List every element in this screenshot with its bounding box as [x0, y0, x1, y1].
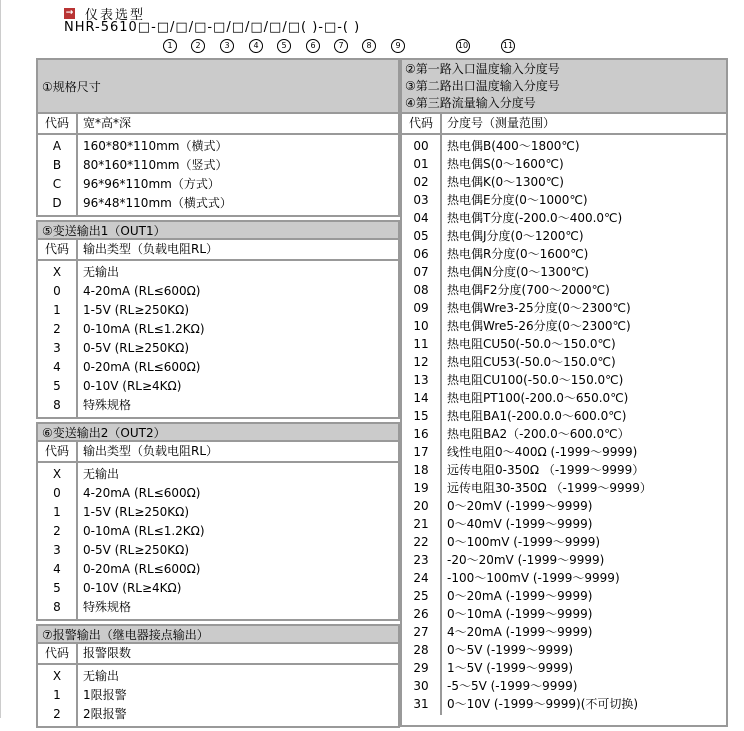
table-row-code: 17	[413, 445, 429, 459]
table-row-code: 30	[413, 679, 429, 693]
position-marker: 11	[501, 39, 515, 53]
arrow-bullet-icon: →	[65, 8, 74, 18]
table-row-value: 96*96*110mm（方式）	[83, 177, 220, 191]
table-row-value: 0-20mA (RL≤600Ω)	[83, 562, 201, 576]
table-row-code: 15	[413, 409, 429, 423]
table-row-value: 1～5V (-1999～9999)	[447, 661, 574, 675]
table-row-value: 热电偶K(0～1300℃)	[447, 175, 564, 189]
table-section	[36, 624, 400, 728]
table-row-code: B	[52, 158, 62, 172]
code-values-column	[38, 463, 78, 619]
table-row-value: 4-20mA (RL≤600Ω)	[83, 486, 201, 500]
table-row-value: 1-5V (RL≥250KΩ)	[83, 505, 190, 519]
data-box	[36, 259, 400, 419]
table-row-value: 0～100mV (-1999～9999)	[447, 535, 601, 549]
table-row-code: 04	[413, 211, 429, 225]
data-box	[400, 133, 728, 727]
table-section	[36, 220, 400, 419]
position-marker: 6	[306, 39, 320, 53]
table-row-code: 11	[413, 337, 429, 351]
table-row-value: 热电偶S(0～1600℃)	[447, 157, 564, 171]
table-row-code: 28	[413, 643, 429, 657]
table-row-code: 07	[413, 265, 429, 279]
table-section	[36, 422, 400, 621]
table-row-code: 0	[53, 486, 61, 500]
position-marker: 3	[220, 39, 234, 53]
table-row-code: 01	[413, 157, 429, 171]
table-row-code: X	[52, 467, 62, 481]
table-row-value: 80*160*110mm（竖式）	[83, 158, 228, 172]
position-marker: 5	[277, 39, 291, 53]
table-row-code: D	[52, 196, 62, 210]
table-row-value: 热电偶E分度(0～1000℃)	[447, 193, 588, 207]
table-row-code: 21	[413, 517, 429, 531]
table-row-value: 0-10V (RL≥4KΩ)	[83, 581, 182, 595]
table-row-value: 0～20mA (-1999～9999)	[447, 589, 593, 603]
table-row-value: 160*80*110mm（横式）	[83, 139, 228, 153]
table-row-value: 无输出	[83, 669, 120, 683]
table-row-code: 22	[413, 535, 429, 549]
table-row-value: 0～10mA (-1999～9999)	[447, 607, 593, 621]
code-values-column	[38, 665, 78, 726]
table-row-value: 热电阻CU50(-50.0～150.0℃)	[447, 337, 616, 351]
table-row-value: 96*48*110mm（横式式）	[83, 196, 232, 210]
position-marker: 2	[191, 39, 205, 53]
table-row-value: 无输出	[83, 265, 120, 279]
position-marker: 8	[362, 39, 376, 53]
table-row-code: 4	[53, 562, 61, 576]
label-values-column	[442, 135, 726, 715]
table-row-value: 热电阻CU100(-50.0～150.0℃)	[447, 373, 624, 387]
table-row-value: 0-10V (RL≥4KΩ)	[83, 379, 182, 393]
table-row-code: 03	[413, 193, 429, 207]
column-header-row	[36, 642, 400, 665]
table-row-value: 特殊规格	[83, 600, 132, 614]
table-row-value: -100～100mV (-1999～9999)	[447, 571, 620, 585]
section-header-line: ②第一路入口温度输入分度号	[405, 61, 560, 76]
table-row-value: 远传电阻0-350Ω （-1999～9999）	[447, 463, 645, 477]
table-row-value: 热电偶N分度(0～1300℃)	[447, 265, 589, 279]
table-row-value: 热电偶F2分度(700～2000℃)	[447, 283, 610, 297]
table-row-code: 31	[413, 697, 429, 711]
table-row-code: 10	[413, 319, 429, 333]
label-column-header: 输出类型（负载电阻RL）	[83, 242, 219, 256]
table-row-code: 2	[53, 707, 61, 721]
table-row-code: 0	[53, 284, 61, 298]
table-row-code: X	[52, 265, 62, 279]
table-section	[36, 58, 400, 217]
position-marker: 9	[391, 39, 405, 53]
position-marker: 10	[456, 39, 470, 53]
data-box	[36, 461, 400, 621]
table-row-code: 00	[413, 139, 429, 153]
code-values-column	[38, 135, 78, 215]
section-header-line: ③第二路出口温度输入分度号	[405, 78, 560, 93]
table-row-code: X	[52, 669, 62, 683]
label-column-header: 输出类型（负载电阻RL）	[83, 444, 219, 458]
table-row-value: 远传电阻30-350Ω （-1999～9999）	[447, 481, 652, 495]
table-row-value: 0～20mV (-1999～9999)	[447, 499, 593, 513]
position-marker: 1	[163, 39, 177, 53]
section-header: ⑦报警输出（继电器接点输出）	[36, 624, 400, 644]
page-title: 仪表选型	[85, 8, 146, 23]
label-column-header: 宽*高*深	[83, 116, 132, 130]
column-header-row	[36, 238, 400, 261]
table-row-code: 29	[413, 661, 429, 675]
table-row-code: 8	[53, 398, 61, 412]
code-column-header: 代码	[38, 442, 78, 461]
selection-tables	[36, 58, 728, 731]
label-values-column	[78, 261, 398, 417]
model-code-line: NHR-5610□-□/□/□-□/□/□/□/□( )-□-( )	[64, 20, 361, 35]
table-row-value: -5～5V (-1999～9999)	[447, 679, 578, 693]
table-row-code: 24	[413, 571, 429, 585]
left-table-column	[36, 58, 400, 731]
table-row-value: 1-5V (RL≥250KΩ)	[83, 303, 190, 317]
position-marker: 4	[249, 39, 263, 53]
table-row-value: 热电偶B(400～1800℃)	[447, 139, 580, 153]
table-row-value: 热电偶J分度(0～1200℃)	[447, 229, 584, 243]
table-row-value: 热电阻CU53(-50.0～150.0℃)	[447, 355, 616, 369]
table-section	[400, 58, 728, 727]
table-row-code: 13	[413, 373, 429, 387]
table-row-code: 16	[413, 427, 429, 441]
table-row-code: 3	[53, 341, 61, 355]
column-header-row	[400, 112, 728, 135]
table-row-code: C	[52, 177, 62, 191]
right-table-column	[400, 58, 728, 730]
table-row-code: 2	[53, 524, 61, 538]
code-values-column	[402, 135, 442, 715]
section-header: ⑤变送输出1（OUT1）	[36, 220, 400, 240]
code-column-header: 代码	[38, 644, 78, 663]
table-row-code: 1	[53, 505, 61, 519]
table-row-value: 0-5V (RL≥250KΩ)	[83, 341, 190, 355]
table-row-code: 2	[53, 322, 61, 336]
section-header-line: ④第三路流量输入分度号	[405, 95, 536, 110]
table-row-code: 19	[413, 481, 429, 495]
label-values-column	[78, 463, 398, 619]
column-header-row	[36, 112, 400, 135]
table-row-value: 热电偶T分度(-200.0～400.0℃)	[447, 211, 623, 225]
table-row-value: 0-20mA (RL≤600Ω)	[83, 360, 201, 374]
position-marker-row	[1, 39, 744, 54]
data-box	[36, 663, 400, 728]
table-row-code: 1	[53, 303, 61, 317]
table-row-value: 热电偶Wre5-26分度(0～2300℃)	[447, 319, 631, 333]
table-row-value: 4-20mA (RL≤600Ω)	[83, 284, 201, 298]
code-values-column	[38, 261, 78, 417]
table-row-value: 0～5V (-1999～9999)	[447, 643, 574, 657]
table-row-code: 05	[413, 229, 429, 243]
table-row-code: 20	[413, 499, 429, 513]
label-column-header: 分度号（测量范围）	[447, 116, 556, 130]
table-row-value: 0-10mA (RL≤1.2KΩ)	[83, 322, 205, 336]
table-row-code: 5	[53, 379, 61, 393]
table-row-code: 25	[413, 589, 429, 603]
code-column-header: 代码	[402, 114, 442, 133]
table-row-value: 4～20mA (-1999～9999)	[447, 625, 593, 639]
table-row-code: 3	[53, 543, 61, 557]
table-row-code: 27	[413, 625, 429, 639]
table-row-value: 2限报警	[83, 707, 127, 721]
table-row-code: 4	[53, 360, 61, 374]
code-column-header: 代码	[38, 114, 78, 133]
table-row-code: 26	[413, 607, 429, 621]
label-values-column	[78, 665, 398, 726]
table-row-value: 0-5V (RL≥250KΩ)	[83, 543, 190, 557]
table-row-value: 0-10mA (RL≤1.2KΩ)	[83, 524, 205, 538]
table-row-value: 1限报警	[83, 688, 127, 702]
column-header-row	[36, 440, 400, 463]
table-row-code: 02	[413, 175, 429, 189]
table-row-code: 18	[413, 463, 429, 477]
table-row-code: 09	[413, 301, 429, 315]
table-row-code: 8	[53, 600, 61, 614]
table-row-value: 热电阻BA2（-200.0～600.0℃）	[447, 427, 630, 441]
label-column-header: 报警限数	[83, 646, 132, 660]
table-row-code: 23	[413, 553, 429, 567]
table-row-value: 热电阻PT100(-200.0～650.0℃)	[447, 391, 629, 405]
table-row-value: -20～20mV (-1999～9999)	[447, 553, 605, 567]
table-row-value: 0～10V (-1999～9999)(不可切换)	[447, 697, 639, 711]
table-row-value: 热电偶Wre3-25分度(0～2300℃)	[447, 301, 631, 315]
code-column-header: 代码	[38, 240, 78, 259]
table-row-code: 5	[53, 581, 61, 595]
section-header: ⑥变送输出2（OUT2）	[36, 422, 400, 442]
data-box	[36, 133, 400, 217]
table-row-value: 无输出	[83, 467, 120, 481]
table-row-value: 线性电阻0～400Ω (-1999～9999)	[447, 445, 638, 459]
table-row-code: 08	[413, 283, 429, 297]
table-row-code: 14	[413, 391, 429, 405]
position-marker: 7	[334, 39, 348, 53]
table-row-value: 热电阻BA1(-200.0.0～600.0℃)	[447, 409, 627, 423]
table-row-code: A	[52, 139, 62, 153]
table-row-code: 06	[413, 247, 429, 261]
table-row-value: 特殊规格	[83, 398, 132, 412]
table-row-code: 12	[413, 355, 429, 369]
table-row-value: 热电偶R分度(0～1600℃)	[447, 247, 589, 261]
section-header	[400, 58, 728, 114]
label-values-column	[78, 135, 398, 215]
section-header: ①规格尺寸	[36, 58, 400, 114]
table-row-value: 0～40mV (-1999～9999)	[447, 517, 593, 531]
table-row-code: 1	[53, 688, 61, 702]
